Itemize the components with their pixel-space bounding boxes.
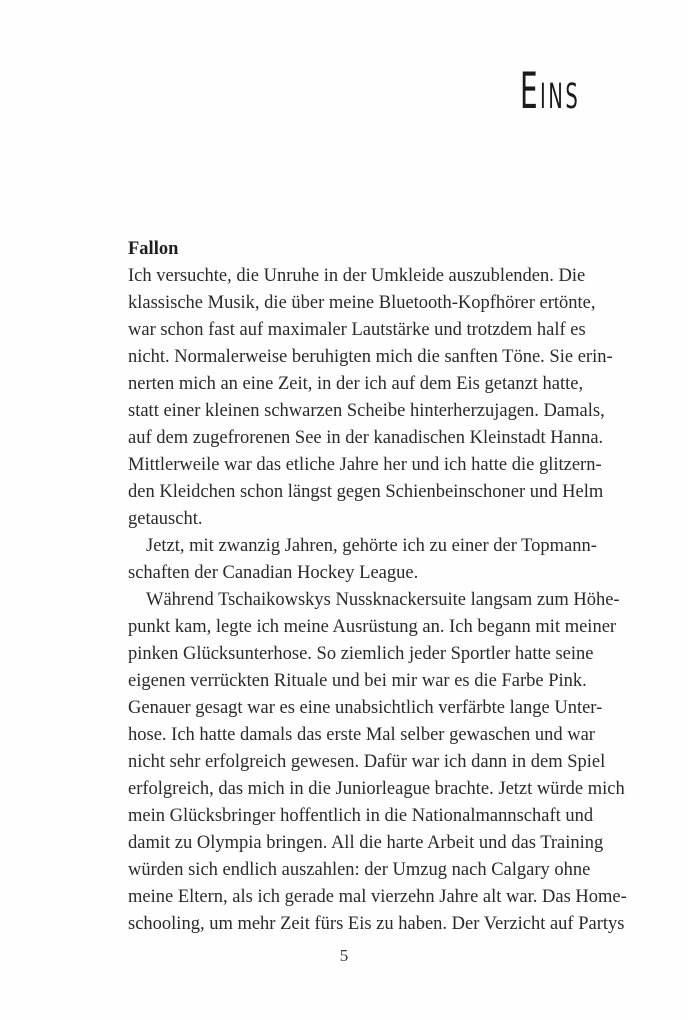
chapter-title: Eins [519,62,580,120]
text-line: Während Tschaikowskys Nussknackersuite langsam zum Höhe- [146,590,620,610]
text-line: nicht sehr erfolgreich gewesen. Dafür war ich dann in dem Spiel [128,752,606,772]
text-line: Ich versuchte, die Unruhe in der Umkleide auszublenden. Die [128,266,586,286]
text-line: meine Eltern, als ich gerade mal vierzehn Jahre alt war. Das Home- [128,887,627,907]
text-line: eigenen verrückten Rituale und bei mir war es die Farbe Pink. [128,671,587,691]
text-line: schaften der Canadian Hockey League. [128,563,419,583]
text-line: mein Glücksbringer hoffentlich in die Nationalmannschaft und [128,806,594,826]
text-line: statt einer kleinen schwarzen Scheibe hinterherzujagen. Damals, [128,401,605,421]
page-number: 5 [339,946,349,965]
text-line: Jetzt, mit zwanzig Jahren, gehörte ich zu einer der Topmann- [146,536,597,556]
text-line: damit zu Olympia bringen. All die harte Arbeit und das Training [128,833,604,853]
text-line: schooling, um mehr Zeit fürs Eis zu haben. Der Verzicht auf Partys [128,914,625,934]
chapter-body [128,236,627,938]
text-line: war schon fast auf maximaler Lautstärke und trotzdem half es [128,320,586,340]
text-line: klassische Musik, die über meine Bluetooth-Kopfhörer ertönte, [128,293,596,313]
text-line: würden sich endlich auszahlen: der Umzug nach Calgary ohne [128,860,591,880]
text-line: auf dem zugefrorenen See in der kanadischen Kleinstadt Hanna. [128,428,604,448]
text-line: Mittlerweile war das etliche Jahre her und ich hatte die glitzern- [128,455,602,475]
text-line: nerten mich an eine Zeit, in der ich auf dem Eis getanzt hatte, [128,374,584,394]
text-line: punkt kam, legte ich meine Ausrüstung an. Ich begann mit meiner [128,617,617,637]
text-line: den Kleidchen schon längst gegen Schienbeinschoner und Helm [128,482,604,502]
text-line: Genauer gesagt war es eine unabsichtlich verfärbte lange Unter- [128,698,603,718]
text-line: erfolgreich, das mich in die Juniorleague brachte. Jetzt würde mich [128,779,625,799]
text-line: pinken Glücksunterhose. So ziemlich jeder Sportler hatte seine [128,644,594,664]
text-line: hose. Ich hatte damals das erste Mal selber gewaschen und war [128,725,595,745]
text-line: nicht. Normalerweise beruhigten mich die sanften Töne. Sie erin- [128,347,613,367]
text-line: getauscht. [128,509,203,529]
pov-heading: Fallon [128,239,179,259]
paragraph-lines [128,263,627,938]
